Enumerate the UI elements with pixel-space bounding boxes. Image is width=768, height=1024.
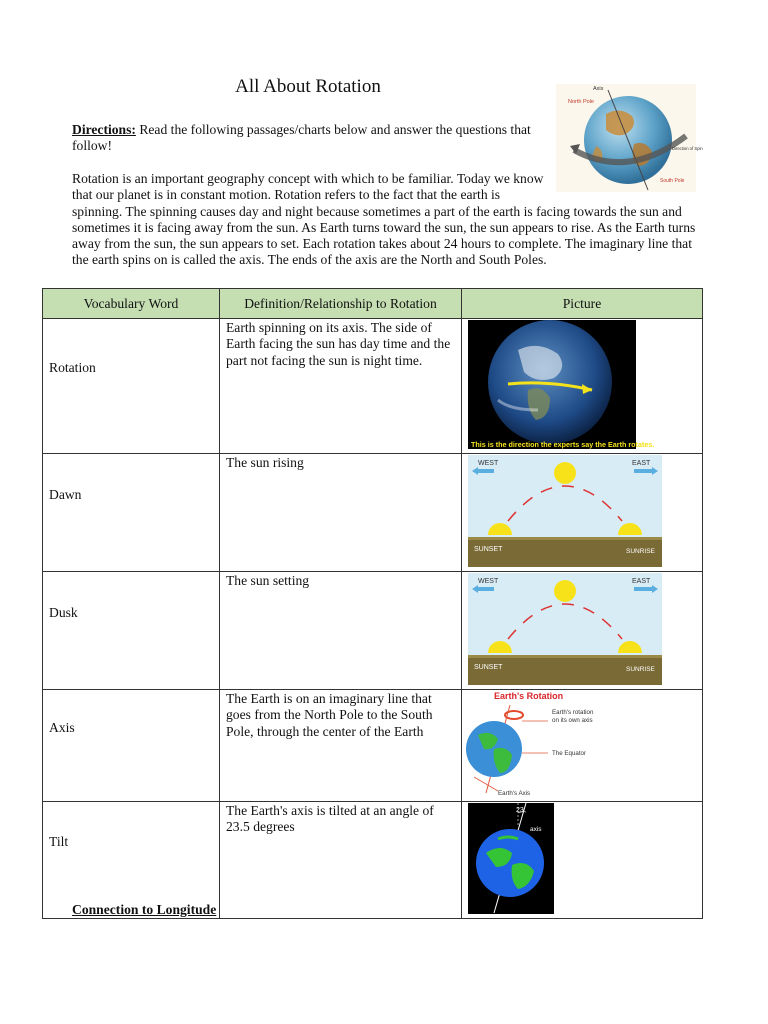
earth-axis-diagram xyxy=(468,691,628,797)
west-label: WEST xyxy=(478,460,499,467)
header-picture: Picture xyxy=(462,289,703,319)
vocab-word: Rotation xyxy=(43,319,220,454)
directions xyxy=(72,122,552,155)
rotation-caption: This is the direction the experts say the Earth rotates. xyxy=(471,440,655,449)
sun-icon xyxy=(554,580,576,602)
earths-rotation-title: Earth's Rotation xyxy=(494,691,564,701)
vocab-definition: The sun setting xyxy=(220,572,462,690)
intro-paragraph xyxy=(72,171,702,269)
sun-icon xyxy=(554,462,576,484)
earths-axis-label: Earth's Axis xyxy=(498,790,531,797)
table-row xyxy=(43,454,703,572)
intro-rest: spinning. The spinning causes day and night because sometimes a part of the earth is facing towards the sun and sometimes it is facing away from the sun. As Earth turns toward the sun, the sun appears to rise. As the Earth turns away from the sun, the sun appears to set. Each rotation takes about 24 hours to complete. The imaginary line that the earth spins on is called the axis. The ends of the axis are the North and South Poles. xyxy=(72,203,696,268)
vocab-word: Axis xyxy=(43,690,220,802)
vocab-word: Dawn xyxy=(43,454,220,572)
tilt-angle-label: 23 xyxy=(516,807,524,814)
vocab-definition: The sun rising xyxy=(220,454,462,572)
direction-of-spin-label: Direction of Spin xyxy=(672,146,703,151)
vocab-word: Tilt xyxy=(43,802,220,919)
earth-icon xyxy=(488,320,612,444)
vocab-word: Dusk xyxy=(43,572,220,690)
tilt-axis-label: axis xyxy=(530,826,542,833)
table-row xyxy=(43,690,703,802)
earth-rotation-image xyxy=(468,320,655,449)
south-pole-label: South Pole xyxy=(660,178,685,184)
table-row xyxy=(43,802,703,919)
sunrise-label: SUNRISE xyxy=(626,666,655,673)
directions-text: Read the following passages/charts below and answer the questions that follow! xyxy=(72,122,531,154)
sunset-label: SUNSET xyxy=(474,546,503,553)
table-row xyxy=(43,319,703,454)
header-definition: Definition/Relationship to Rotation xyxy=(220,289,462,319)
axis-label: Axis xyxy=(593,86,604,92)
connection-to-longitude-heading: Connection to Longitude xyxy=(72,902,217,917)
dusk-sun-path-image xyxy=(468,573,662,685)
header-vocabulary: Vocabulary Word xyxy=(43,289,220,319)
vocab-definition: The Earth is on an imaginary line that goes from the North Pole to the South Pole, through the center of the Earth xyxy=(220,690,462,802)
directions-label: Directions: xyxy=(72,122,136,137)
east-label: EAST xyxy=(632,460,651,467)
sunset-label: SUNSET xyxy=(474,664,503,671)
dawn-sun-path-image xyxy=(468,455,662,567)
vocab-definition: The Earth's axis is tilted at an angle of 23.5 degrees xyxy=(220,802,462,919)
equator-label: The Equator xyxy=(552,750,587,757)
table-header-row xyxy=(43,289,703,319)
earth-icon xyxy=(476,829,544,897)
west-label: WEST xyxy=(478,578,499,585)
page-title: All About Rotation xyxy=(235,76,381,97)
vocabulary-table xyxy=(42,288,703,919)
rotation-on-axis-label: Earth's rotation on its own axis xyxy=(552,709,594,724)
intro-lead: Rotation is an important geography concept with which to be familiar. Today we know that our planet is in constant motion. Rotation refers to the fact that the earth is xyxy=(72,171,544,203)
earth-tilt-image xyxy=(468,803,554,914)
east-label: EAST xyxy=(632,578,651,585)
table-row xyxy=(43,572,703,690)
sunrise-label: SUNRISE xyxy=(626,548,655,555)
vocab-definition: Earth spinning on its axis. The side of Earth facing the sun has day time and the part not facing the sun is night time. xyxy=(220,319,462,454)
north-pole-label: North Pole xyxy=(568,99,594,105)
